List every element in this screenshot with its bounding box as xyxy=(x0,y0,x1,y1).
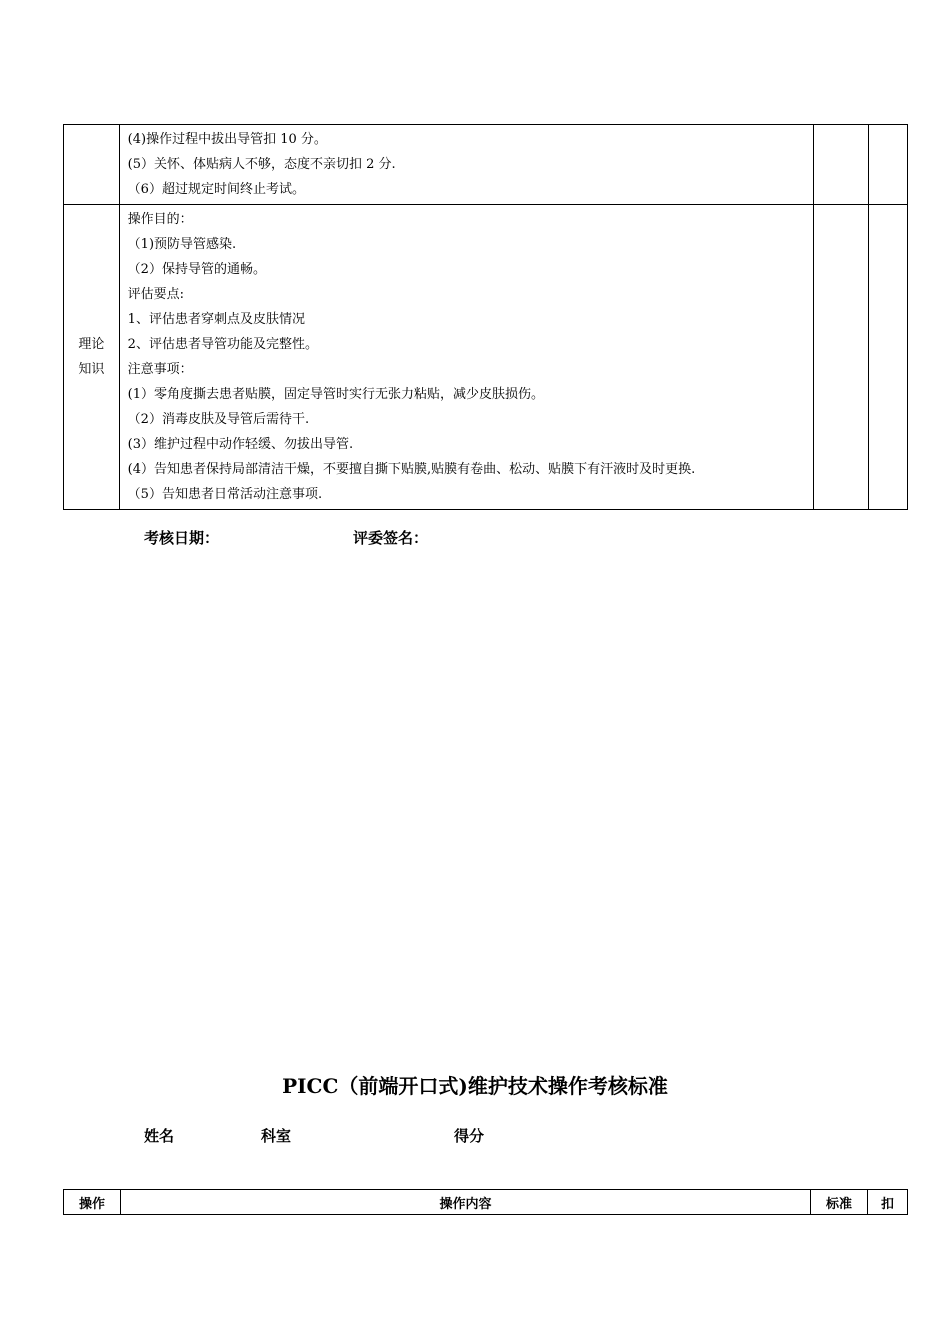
theory-line: 操作目的： xyxy=(127,212,193,227)
theory-content-cell xyxy=(119,205,813,510)
table-row xyxy=(64,205,908,510)
theory-line: 评估要点: xyxy=(127,287,185,302)
table-row xyxy=(64,125,908,205)
theory-line: (1）零角度撕去患者贴膜，固定导管时实行无张力粘贴，减少皮肤损伤。 xyxy=(127,387,545,402)
name-label: 姓名 xyxy=(144,1127,175,1145)
theory-line: 2、评估患者导管功能及完整性。 xyxy=(127,337,318,352)
header-deduction: 扣 xyxy=(868,1190,908,1215)
standard-score-cell xyxy=(813,205,868,510)
scoring-table-continued xyxy=(63,124,908,510)
category-label: 理论 xyxy=(78,337,105,352)
theory-line: (4）告知患者保持局部清洁干燥，不要擅自撕下贴膜,贴膜有卷曲、松动、贴膜下有汗液时及时更换. xyxy=(127,462,696,477)
header-operation: 操作 xyxy=(64,1190,121,1215)
penalty-line: (5）关怀、体贴病人不够，态度不亲切扣 2 分. xyxy=(127,157,396,172)
score-label: 得分 xyxy=(454,1127,485,1145)
scoring-table-header xyxy=(63,1189,908,1215)
judge-signature-label: 评委签名： xyxy=(353,529,429,547)
theory-line: （2）消毒皮肤及导管后需待干. xyxy=(127,412,310,427)
department-label: 科室 xyxy=(261,1127,292,1145)
penalty-content-cell xyxy=(119,125,813,205)
exam-date-label: 考核日期： xyxy=(144,529,220,547)
deduction-cell xyxy=(869,125,908,205)
header-standard: 标准 xyxy=(811,1190,868,1215)
theory-line: （5）告知患者日常活动注意事项. xyxy=(127,487,323,502)
theory-line: （1)预防导管感染. xyxy=(127,237,237,252)
penalty-line: (4)操作过程中拔出导管扣 10 分。 xyxy=(127,132,327,147)
theory-line: 注意事项： xyxy=(127,362,193,377)
category-cell-theory xyxy=(64,205,120,510)
category-label: 知识 xyxy=(78,362,105,377)
category-cell-empty xyxy=(64,125,120,205)
theory-line: 1、评估患者穿刺点及皮肤情况 xyxy=(127,312,305,327)
deduction-cell xyxy=(869,205,908,510)
header-operation-content: 操作内容 xyxy=(121,1190,811,1215)
page-title: PICC（前端开口式)维护技术操作考核标准 xyxy=(282,1074,668,1098)
theory-line: (3）维护过程中动作轻缓、勿拔出导管. xyxy=(127,437,354,452)
standard-score-cell xyxy=(813,125,868,205)
theory-line: （2）保持导管的通畅。 xyxy=(127,262,266,277)
table-header-row xyxy=(64,1190,908,1215)
penalty-line: （6）超过规定时间终止考试。 xyxy=(127,182,305,197)
